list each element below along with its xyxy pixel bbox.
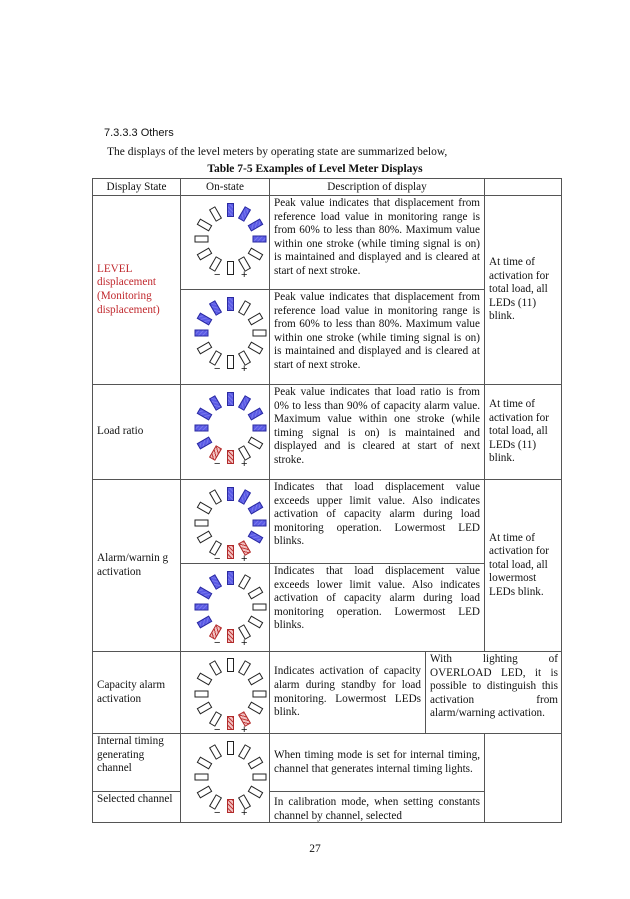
- led-segment-6: [227, 545, 234, 559]
- plus-sign: +: [241, 269, 248, 281]
- state-label: Load ratio: [97, 425, 144, 438]
- state-label: Alarm/warnin g activation: [97, 551, 169, 578]
- led-segment-1: [238, 661, 251, 677]
- led-segment-6: [227, 799, 234, 813]
- description-cell: [269, 651, 425, 733]
- led-segment-6: [227, 261, 234, 275]
- state-capacity-alarm: [92, 651, 180, 733]
- led-segment-9: [194, 774, 208, 781]
- state-alarm-warning: [92, 479, 180, 651]
- table-border-right: [561, 178, 562, 822]
- meter-cell: [180, 384, 269, 479]
- header-description: Description of display: [269, 178, 484, 195]
- state-label: Capacity alarm activation: [97, 678, 166, 705]
- minus-sign: −: [214, 269, 221, 281]
- table-border-bottom: [92, 822, 562, 823]
- led-segment-9: [194, 690, 208, 697]
- led-segment-8: [197, 247, 213, 260]
- led-segment-0: [227, 297, 234, 311]
- description-cell: Indicates that load displacement value exceeds lower limit value. Also indicates activation of capacity alarm during load monitoring operation. Lowermost LED blinks.: [269, 563, 484, 651]
- note-cell: [484, 479, 562, 651]
- led-segment-3: [252, 236, 266, 243]
- note-cell: [484, 384, 562, 479]
- description-text: Indicates activation of capacity alarm during standby for load monitoring. Lowermost LEDs blink.: [274, 665, 421, 719]
- led-segment-0: [227, 658, 234, 672]
- led-segment-3: [252, 774, 266, 781]
- led-segment-2: [247, 586, 263, 599]
- led-segment-1: [238, 574, 251, 590]
- led-segment-10: [197, 756, 213, 769]
- led-segment-4: [247, 436, 263, 449]
- led-segment-8: [197, 615, 213, 628]
- led-segment-1: [238, 395, 251, 411]
- led-segment-10: [197, 672, 213, 685]
- led-segment-8: [197, 436, 213, 449]
- note-text: At time of activation for total load, all LEDs (11) blink.: [489, 398, 549, 465]
- led-segment-10: [197, 407, 213, 420]
- note-cell: [484, 733, 562, 822]
- plus-sign: +: [241, 458, 248, 470]
- description-cell: Indicates that load displacement value exceeds upper limit value. Also indicates activation of capacity alarm during load monitoring operation. Lowermost LED blinks.: [269, 479, 484, 563]
- meter-cell: [180, 733, 269, 822]
- description-cell: In calibration mode, when setting constants channel by channel, selected: [269, 791, 484, 822]
- led-segment-4: [247, 247, 263, 260]
- led-segment-9: [194, 604, 208, 611]
- section-heading: 7.3.3.3 Others: [104, 127, 174, 139]
- led-segment-2: [247, 672, 263, 685]
- state-selected-channel: Selected channel: [92, 791, 180, 822]
- plus-sign: +: [241, 723, 248, 733]
- plus-sign: +: [241, 552, 248, 563]
- led-segment-10: [197, 312, 213, 325]
- led-segment-9: [194, 519, 208, 526]
- led-segment-3: [252, 604, 266, 611]
- led-segment-0: [227, 571, 234, 585]
- led-segment-1: [238, 490, 251, 506]
- led-segment-10: [197, 218, 213, 231]
- led-segment-10: [197, 586, 213, 599]
- led-segment-0: [227, 203, 234, 217]
- led-segment-2: [247, 407, 263, 420]
- led-segment-3: [252, 519, 266, 526]
- state-level-displacement: [92, 195, 180, 384]
- description-cell: Peak value indicates that displacement from reference load value in monitoring range is from 60% to less than 80%. Maximum value within one stroke (while timing signal is on) is maintained and displayed and is cleared at start of next stroke.: [269, 289, 484, 384]
- led-segment-2: [247, 218, 263, 231]
- meter-cell: [180, 651, 269, 733]
- led-segment-6: [227, 450, 234, 464]
- led-segment-11: [209, 395, 222, 411]
- description-cell: Peak value indicates that displacement from reference load value in monitoring range is from 60% to less than 80%. Maximum value within one stroke (while timing signal is on) is maintained and displayed and is cleared at start of next stroke.: [269, 195, 484, 289]
- led-segment-1: [238, 300, 251, 316]
- meter-cell: [180, 479, 269, 563]
- led-segment-1: [238, 206, 251, 222]
- led-segment-8: [197, 530, 213, 543]
- led-segment-9: [194, 425, 208, 432]
- meter-cell: [180, 563, 269, 651]
- meter-cell: [180, 195, 269, 289]
- description-cell: Peak value indicates that load ratio is from 0% to less than 90% of capacity alarm value. Maximum value within one stroke (while timing signal is on) is maintained and displayed and is cleared at start of next stroke.: [269, 384, 484, 479]
- minus-sign: −: [214, 552, 221, 563]
- header-on-state: On-state: [180, 178, 269, 195]
- led-segment-4: [247, 341, 263, 354]
- note-text: At time of activation for total load, all LEDs (11) blink.: [489, 256, 549, 323]
- description-cell: [269, 733, 484, 791]
- state-internal-timing: Internal timing generating channel: [92, 733, 180, 791]
- led-segment-6: [227, 716, 234, 730]
- led-segment-4: [247, 785, 263, 798]
- led-segment-11: [209, 490, 222, 506]
- led-segment-2: [247, 501, 263, 514]
- led-segment-11: [209, 574, 222, 590]
- led-segment-4: [247, 530, 263, 543]
- minus-sign: −: [214, 458, 221, 470]
- meter-cell: [180, 289, 269, 384]
- header-display-state: Display State: [92, 178, 180, 195]
- led-segment-11: [209, 661, 222, 677]
- led-segment-6: [227, 355, 234, 369]
- led-segment-8: [197, 341, 213, 354]
- led-segment-11: [209, 744, 222, 760]
- minus-sign: −: [214, 363, 221, 375]
- led-segment-0: [227, 487, 234, 501]
- header-note: [484, 178, 562, 195]
- minus-sign: −: [214, 723, 221, 733]
- page-number: 27: [309, 843, 321, 855]
- led-segment-4: [247, 701, 263, 714]
- led-segment-4: [247, 615, 263, 628]
- led-segment-3: [252, 425, 266, 432]
- table-caption: Table 7-5 Examples of Level Meter Displays: [207, 163, 423, 175]
- led-segment-11: [209, 300, 222, 316]
- level-meter-table: [92, 178, 562, 822]
- led-segment-9: [194, 236, 208, 243]
- plus-sign: +: [241, 807, 248, 819]
- state-load-ratio: [92, 384, 180, 479]
- led-segment-1: [238, 744, 251, 760]
- note-cell: [484, 195, 562, 384]
- led-segment-0: [227, 741, 234, 755]
- led-segment-8: [197, 785, 213, 798]
- note-cell: With lighting of OVERLOAD LED, it is possible to distinguish this activation from alarm/warning activation.: [425, 651, 562, 733]
- led-segment-11: [209, 206, 222, 222]
- intro-text: The displays of the level meters by operating state are summarized below,: [107, 146, 448, 158]
- minus-sign: −: [214, 807, 221, 819]
- note-text: At time of activation for total load, all lowermost LEDs blink.: [489, 531, 549, 598]
- led-segment-6: [227, 629, 234, 643]
- led-segment-10: [197, 501, 213, 514]
- led-segment-2: [247, 756, 263, 769]
- led-segment-9: [194, 330, 208, 337]
- led-segment-2: [247, 312, 263, 325]
- led-segment-3: [252, 330, 266, 337]
- plus-sign: +: [241, 363, 248, 375]
- led-segment-8: [197, 701, 213, 714]
- plus-sign: +: [241, 637, 248, 649]
- state-label: LEVEL displacement (Monitoring displacement): [97, 262, 160, 316]
- led-segment-0: [227, 392, 234, 406]
- description-text: When timing mode is set for internal timing, channel that generates internal timing lights.: [274, 748, 480, 775]
- minus-sign: −: [214, 637, 221, 649]
- led-segment-3: [252, 690, 266, 697]
